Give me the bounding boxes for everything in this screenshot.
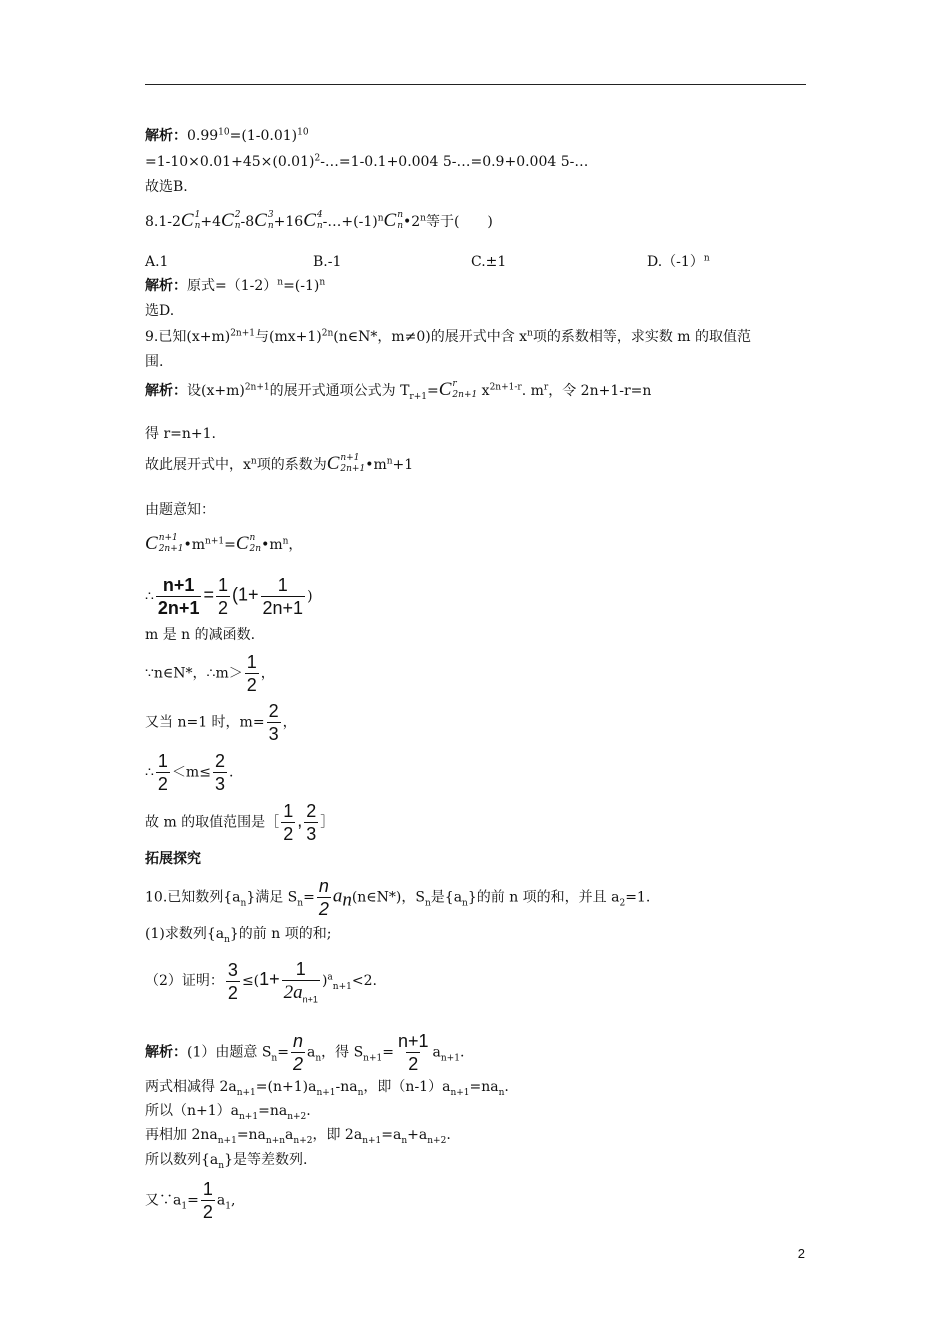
fraction: $\frac{n}{2}$ [292,1031,303,1074]
p7-solution-line1: 解析：$0.99^{10}=(1-0.01)^{10}$ [145,127,309,144]
q8-answer: 选D. [145,303,175,319]
section-heading: 拓展探究 [145,851,201,867]
comb-c-2n1-n1: C n+1 2n+1 [326,453,366,474]
fraction: $\frac{n+1}{2}$ [397,1031,429,1074]
comb-c-n-1: C 1 n [180,210,201,231]
comb-c-2n-n: C n 2n [235,533,262,554]
fraction: $\frac{1}{2}$ [157,751,168,794]
q9-solution-line4: 由题意知： [145,502,215,518]
comb-c-n-n: C n n [383,210,403,231]
option-c: C.±1 [471,254,507,270]
q9-solution-line8: ∵n∈N*，∴m＞ $\frac{1}{2}$ ， [145,652,275,695]
fraction: $\frac{2}{3}$ [268,701,279,744]
q9-solution-line10: ∴ $\frac{1}{2}$ ＜m≤ $\frac{2}{3}$ . [145,751,234,794]
q9-solution-line6: ∴ $\frac{n+1}{2n+1}$ = $\frac{1}{2}$ (1+ $\frac{1}{2n+1}$ ) [145,575,313,618]
q9-solution-line1: 解析：设$(x+m)^{2n+1}$的展开式通项公式为 $T_{r+1}=$ C r 2n+1 $x^{2n+1-r}$. $m^r$，令 2n+1-r=n [145,372,651,409]
q9-solution-line2: 得 r=n+1. [145,426,216,442]
comb-c-2n1-r: C r 2n+1 [438,379,478,400]
fraction: $\frac{2}{3}$ [214,751,225,794]
fraction: $\frac{2}{3}$ [306,801,317,844]
comb-c-2n1-n1-b: C n+1 2n+1 [145,533,184,554]
q9-solution-line9: 又当 n=1 时，m= $\frac{2}{3}$ ， [145,701,297,744]
fraction: $\frac{n+1}{2n+1}$ [157,575,200,618]
fraction: $\frac{1}{2}$ [283,801,294,844]
fraction: $\frac{1}{2}$ [246,652,257,695]
question-8: 8.1-2 C 1 n +4 C 2 n -8 C 3 n +16 C 4 n $-\dots+(-1)^n$ C n n •2$^n$等于( ) [145,203,493,240]
question-8-options [145,252,806,272]
header-rule [145,84,806,85]
q9-solution-line7: m 是 n 的减函数. [145,627,256,643]
fraction: $\frac{1}{2}$ [202,1179,213,1222]
q9-solution-line3: 故此展开式中，$x^n$项的系数为 C n+1 2n+1 $•m^n+1$ [145,446,413,483]
q10-solution-line3: 所以$(n+1)a_{n+1}=na_{n+2}$. [145,1103,311,1122]
question-10-part1: (1)求数列$\{a_n\}$的前 n 项的和; [145,926,332,945]
q10-solution-line5: 所以数列$\{a_n\}$是等差数列. [145,1152,308,1171]
option-b: B.-1 [313,254,342,270]
q8-solution: 解析：原式$=(1-2)^n=(-1)^n$ [145,277,326,294]
fraction: $\frac{1}{2n+1}$ [262,575,304,618]
q10-solution-line1: 解析：(1）由题意 $S_n=$ $\frac{n}{2}$ $a_n$，得 $S_{n+1}=$ $\frac{n+1}{2}$ $a_{n+1}$. [145,1031,465,1074]
page-number: 2 [797,1246,805,1261]
q9-solution-line5: C n+1 2n+1 $•m^{n+1}=$ C n 2n $•m^n$， [145,526,302,563]
q10-solution-line2: 两式相减得 $2a_{n+1}=(n+1)a_{n+1}-na_n$，即$(n-1)a_{n+1}=na_n$. [145,1079,509,1098]
fraction: $\frac{1}{2}$ [217,575,228,618]
p7-solution-line2: $=1-10\times 0.01+45\times(0.01)^2-\dots=1-0.1+0.004$ 5-…=0.9+0.004 5-… [145,153,589,170]
option-d: $D.(-1)^n$ [647,253,710,270]
question-10-part2: （2）证明： $\frac{3}{2}$ ≤(1+ $\frac{1}{2a_{n+1}}$ )$^a_{n+1}$<2. [145,959,377,1005]
comb-c-n-4: C 4 n [303,210,323,231]
q10-solution-line4: 再相加 $2na_{n+1}=na_{n+n}a_{n+2}$，即 $2a_{n+1}=a_n+a_{n+2}$. [145,1127,451,1146]
fraction: $\frac{1}{2a_{n+1}}$ [283,959,318,1005]
q9-solution-line11: 故 m 的取值范围是［ $\frac{1}{2}$ , $\frac{2}{3}$ ］ [145,801,335,844]
q10-solution-line6: 又$\because a_1=$ $\frac{1}{2}$ $a_1$, [145,1179,236,1222]
question-9-line1: 9.已知$(x+m)^{2n+1}$与$(mx+1)^{2n}(n\in N*$，m≠0)的展开式中含 $x^n$项的系数相等，求实数 m 的取值范 [145,328,752,345]
p7-answer: 故选B. [145,179,188,195]
question-10-line1: 10.已知数列$\{a_n\}$满足 $S_n=$ $\frac{n}{2}$ $a_n(n\in N*)$，$S_n$是$\{a_n\}$的前 n 项的和，并且 $a_2=1$. [145,876,651,919]
fraction: $\frac{n}{2}$ [318,876,329,919]
comb-c-n-3: C 3 n [254,210,274,231]
comb-c-n-2: C 2 n [221,210,241,231]
option-a: A.1 [145,254,169,270]
question-9-line2: 围. [145,354,164,370]
fraction: $\frac{3}{2}$ [227,959,238,1003]
